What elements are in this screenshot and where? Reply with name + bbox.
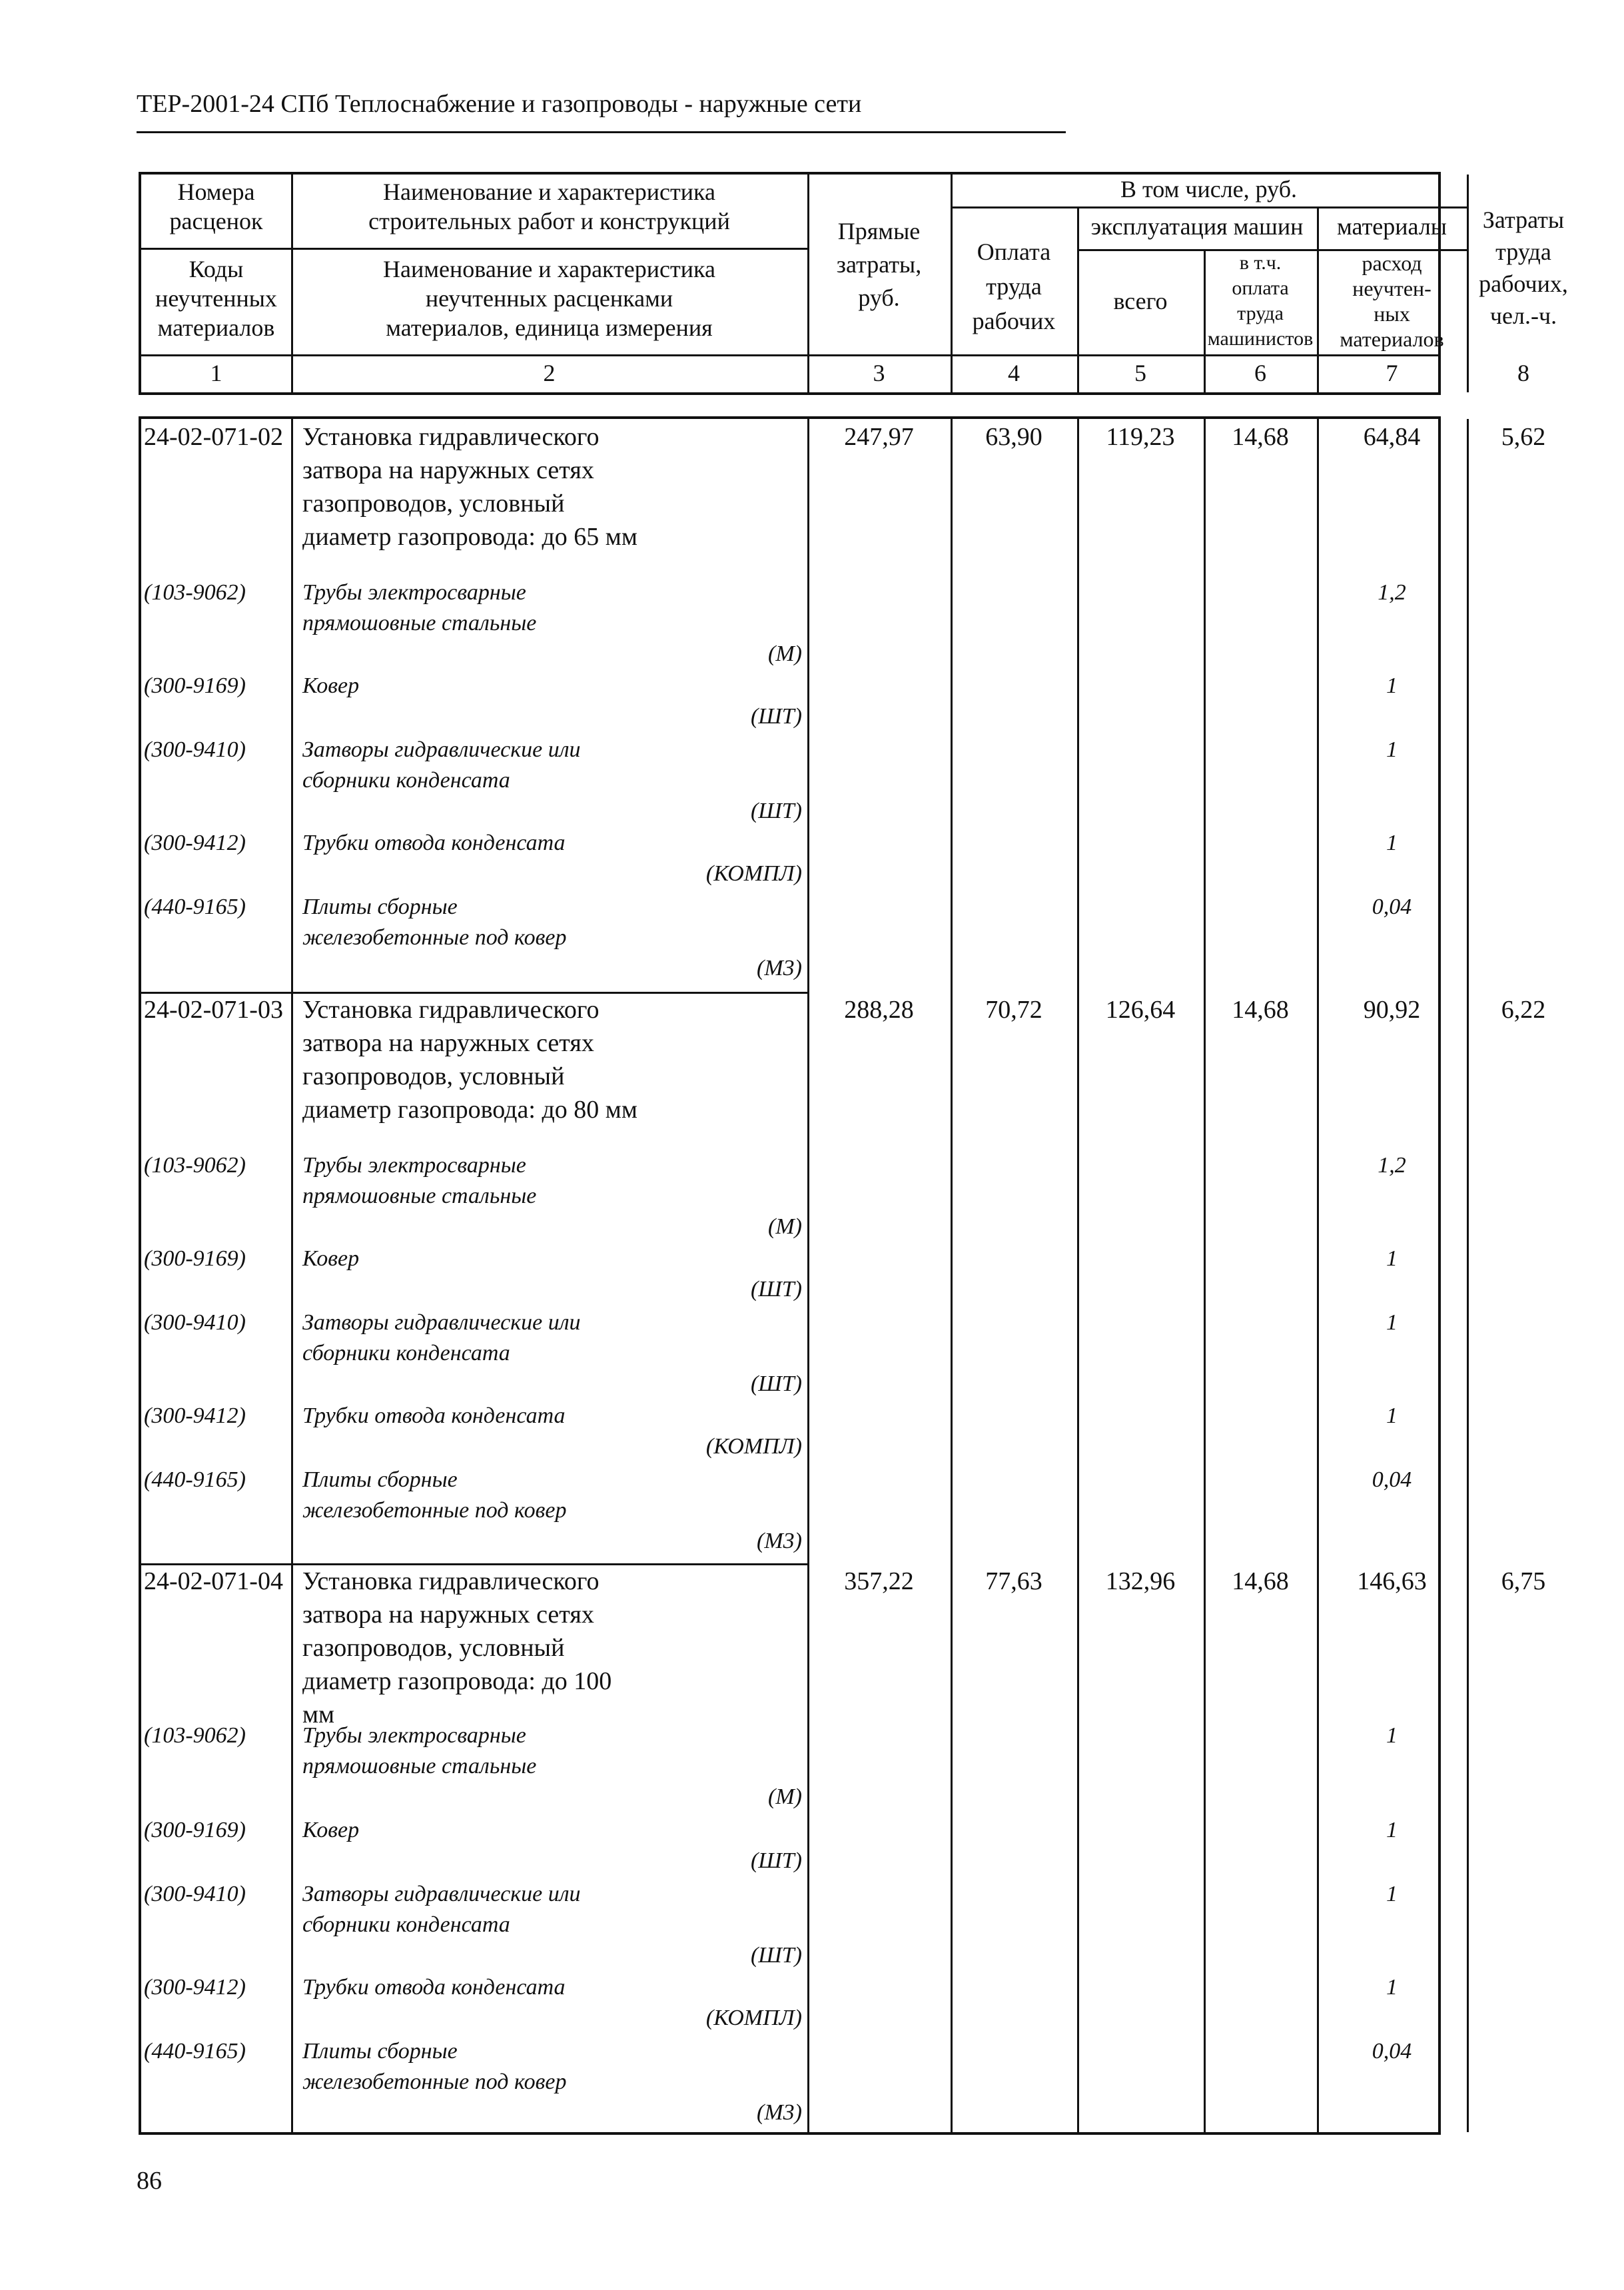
material-qty: 1 [1386,1882,1398,1906]
col8-label: Затраты труда рабочих, чел.-ч. [1479,206,1568,329]
material-name: Трубки отвода конденсата [302,1403,566,1428]
rate-code: 24-02-071-04 [144,1567,283,1595]
material-name: Плиты сборные железобетонные под ковер [302,1467,567,1523]
machines-total: 126,64 [1105,996,1176,1024]
rates-table [139,416,1546,2135]
labor-hours: 5,62 [1501,423,1546,451]
materials-label: материалы [1336,213,1447,240]
col1-bottom-label: Коды неучтенных материалов [155,256,277,341]
labor-hours: 6,75 [1501,1567,1546,1595]
rate-name: Установка гидравлического затвора на наружных сетях газопроводов, условный диаметр газопровода: до 65 мм [302,423,637,551]
material-unit: (ШТ) [750,799,802,823]
col-number: 3 [873,360,885,386]
material-code: (103-9062) [144,1153,246,1178]
material-unit: (М) [768,641,802,666]
material-unit: (ШТ) [750,1943,802,1968]
page-title: ТЕР-2001-24 СПб Теплоснабжение и газопроводы - наружные сети [137,90,862,118]
material-qty: 1 [1386,1723,1398,1748]
material-qty: 0,04 [1372,1467,1412,1492]
page-number: 86 [137,2167,162,2195]
machines-label: эксплуатация машин [1090,213,1304,240]
material-unit: (ШТ) [750,1371,802,1396]
materials-cost: 146,63 [1357,1567,1427,1595]
material-code: (300-9410) [144,1310,246,1335]
material-unit: (М) [768,1214,802,1239]
material-name: Затворы гидравлические или сборники конденсата [302,737,581,793]
table-header [139,172,1568,395]
col4-label: Оплата труда рабочих [972,238,1056,334]
material-name: Трубки отвода конденсата [302,831,566,855]
material-qty: 1,2 [1378,580,1406,605]
rate-code: 24-02-071-03 [144,996,283,1024]
material-qty: 0,04 [1372,2039,1412,2064]
material-qty: 0,04 [1372,895,1412,919]
material-unit: (ШТ) [750,1277,802,1302]
material-unit: (М3) [757,956,802,980]
material-unit: (ШТ) [750,704,802,729]
material-qty: 1 [1386,1818,1398,1842]
material-qty: 1,2 [1378,1153,1406,1178]
group-label: В том числе, руб. [1120,176,1298,202]
material-code: (300-9412) [144,1403,246,1428]
labor-pay: 70,72 [985,996,1042,1024]
direct-costs: 357,22 [844,1567,914,1595]
col3-label: Прямые затраты, руб. [836,218,922,311]
rate-name: Установка гидравлического затвора на наружных сетях газопроводов, условный диаметр газопровода: до 100 мм [302,1567,612,1728]
material-name: Плиты сборные железобетонные под ковер [302,2039,567,2094]
direct-costs: 288,28 [844,996,914,1024]
machines-total: 132,96 [1105,1567,1176,1595]
labor-hours: 6,22 [1501,996,1546,1024]
header-rule [137,131,1066,133]
material-code: (300-9169) [144,673,246,698]
col-number: 7 [1386,360,1398,386]
material-name: Ковер [302,1818,360,1842]
material-code: (300-9412) [144,831,246,855]
col-number: 5 [1134,360,1146,386]
material-code: (300-9169) [144,1818,246,1842]
machinists-pay: 14,68 [1232,423,1289,451]
material-qty: 1 [1386,831,1398,855]
material-code: (103-9062) [144,1723,246,1748]
col-number: 8 [1517,360,1529,386]
material-qty: 1 [1386,1246,1398,1271]
labor-pay: 77,63 [985,1567,1042,1595]
col7-label: расход неучтен- ных материалов [1340,251,1444,351]
material-name: Трубы электросварные прямошовные стальные [302,1723,537,1778]
material-qty: 1 [1386,1403,1398,1428]
material-code: (300-9169) [144,1246,246,1271]
materials-cost: 64,84 [1363,423,1421,451]
col-number: 2 [543,360,556,386]
materials-cost: 90,92 [1363,996,1421,1024]
labor-pay: 63,90 [985,423,1042,451]
material-unit: (КОМПЛ) [705,2006,802,2030]
material-code: (300-9410) [144,737,246,762]
machinists-pay: 14,68 [1232,996,1289,1024]
material-name: Затворы гидравлические или сборники конденсата [302,1882,581,1937]
material-code: (440-9165) [144,2039,246,2064]
rate-name: Установка гидравлического затвора на наружных сетях газопроводов, условный диаметр газопровода: до 80 мм [302,996,637,1124]
material-unit: (ШТ) [750,1848,802,1873]
col5-label: всего [1113,288,1168,314]
col-number: 6 [1254,360,1266,386]
material-name: Ковер [302,673,360,698]
material-qty: 1 [1386,737,1398,762]
material-unit: (КОМПЛ) [705,861,802,886]
material-unit: (М3) [757,1529,802,1553]
material-name: Трубы электросварные прямошовные стальные [302,1153,537,1208]
col-number: 4 [1008,360,1020,386]
machines-total: 119,23 [1106,423,1175,451]
material-code: (440-9165) [144,895,246,919]
col-number: 1 [210,360,222,386]
material-qty: 1 [1386,673,1398,698]
direct-costs: 247,97 [844,423,914,451]
material-qty: 1 [1386,1310,1398,1335]
col6-label: в т.ч. оплата труда машинистов [1207,252,1314,350]
material-name: Затворы гидравлические или сборники конденсата [302,1310,581,1365]
material-code: (300-9412) [144,1975,246,2000]
material-unit: (М3) [757,2100,802,2125]
col2-bottom-label: Наименование и характеристика неучтенных расценками материалов, единица измерения [383,256,715,341]
col2-top-label: Наименование и характеристика строительных работ и конструкций [368,179,730,234]
material-name: Ковер [302,1246,360,1271]
machinists-pay: 14,68 [1232,1567,1289,1595]
material-unit: (КОМПЛ) [705,1434,802,1459]
material-unit: (М) [768,1784,802,1809]
material-code: (103-9062) [144,580,246,605]
material-code: (300-9410) [144,1882,246,1906]
material-qty: 1 [1386,1975,1398,2000]
material-name: Трубы электросварные прямошовные стальные [302,580,537,635]
material-name: Трубки отвода конденсата [302,1975,566,2000]
material-code: (440-9165) [144,1467,246,1492]
rate-code: 24-02-071-02 [144,423,283,451]
col1-top-label: Номера расценок [169,179,263,234]
material-name: Плиты сборные железобетонные под ковер [302,895,567,950]
